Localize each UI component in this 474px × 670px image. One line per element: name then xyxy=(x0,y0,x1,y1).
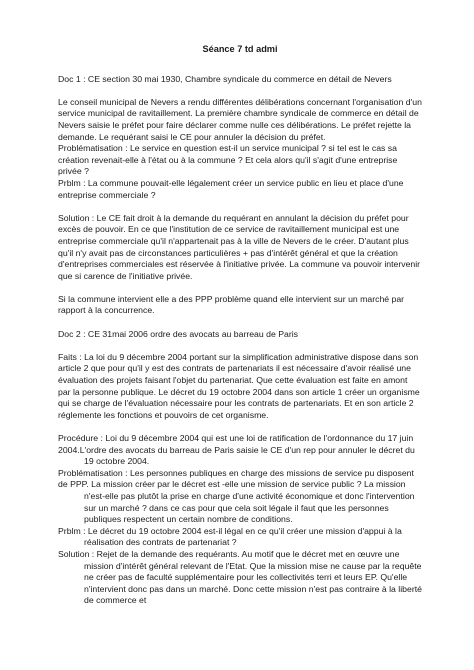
doc2-prblm: Prblm : Le décret du 19 octobre 2004 est-il légal en ce qu'il créer une mission d'appui à la xyxy=(58,525,402,536)
doc2-heading: Doc 2 : CE 31mai 2006 ordre des avocats au barreau de Paris xyxy=(58,328,299,339)
spacer xyxy=(58,201,422,213)
spacer xyxy=(58,317,422,329)
document-title: Séance 7 td admi xyxy=(202,44,278,54)
doc2-problematisation-continued: n'est-elle pas plutôt la prise en charge d'une activité économique et donc l'intervention sur un marché ? dans ce cas pour que cela soit légale il faut que les personnes publiques respectent un certain nombre de conditions. xyxy=(84,490,415,525)
doc2-solution-continued: mission d'intérêt général relevant de l'Etat. Que la mission mise ne cause par la requête ne créer pas de faculté supplémentaire pour les collectivités terri et leurs EP. Qu'elle n'intervient donc pas dans un marché. Donc cette mission n'est pas contraire à la liberté de commerce et xyxy=(84,560,422,606)
doc1-solution: Solution : Le CE fait droit à la demande du requérant en annulant la décision du préfet pour excès de pouvoir. En ce que l'institution de ce service de ravitaillement municipal est une entreprise commerciale qu'il n'appartenait pas à la ville de Nevers de le créer. D'autant plus qu'il n'y avait pas de circonstances particulières + pas d'intérêt général et que la création d'entreprises commerciales est réservée à l'initiative privée. La commune va pouvoir intervenir que si carence de l'initiative privée. xyxy=(58,212,421,281)
doc2-procedure-continued: 19 octobre 2004. xyxy=(84,456,150,467)
doc1-prblm: Prblm : La commune pouvait-elle légalement créer un service public en lieu et place d'une entreprise commerciale ? xyxy=(58,177,404,200)
doc1-note: Si la commune intervient elle a des PPP problème quand elle intervient sur un marché par rapport à la concurrence. xyxy=(58,293,405,316)
doc1-heading: Doc 1 : CE section 30 mai 1930, Chambre syndicale du commerce en détail de Nevers xyxy=(58,73,392,84)
doc2-problematisation: Problématisation : Les personnes publiques en charge des missions de service pu disposent de PPP. La mission créer par le décret est -elle une mission de service public ? La mission xyxy=(58,467,414,490)
doc2-procedure: Procédure : Loi du 9 décembre 2004 qui est une loi de ratification de l'ordonnance du 17 juin 2004.L'ordre des avocats du barreau de Paris saisie le CE d'un rep pour annuler le décret du xyxy=(58,433,415,455)
spacer xyxy=(58,282,422,294)
spacer xyxy=(58,421,422,433)
spacer xyxy=(58,340,422,352)
doc1-problematisation: Problématisation : Le service en question est-il un service municipal ? si tel est le cas sa création revenait-elle à l'état ou à la commune ? Et cela alors qu'il s'agit d'une entreprise privée ? xyxy=(58,143,398,177)
doc1-facts: Le conseil municipal de Nevers a rendu différentes délibérations concernant l'organisation d'un service municipal de ravitaillement. La première chambre syndicale de commerce en détail de Nevers saisie le préfet pour faire déclarer comme nulle ces délibérations. Le préfet rejette la demande. Le requérant saisi le CE pour annuler la décision du préfet. xyxy=(58,96,422,142)
doc2-faits: Faits : La loi du 9 décembre 2004 portant sur la simplification administrative dispose dans son article 2 que pour qu'il y est des contrats de partenariats il est nécessaire d'avoir réalisé une évaluation des projets faisant l'objet du partenariat. Que cette évaluation est faite en amont par la personne publique. Le décret du 19 octobre 2004 dans son article 1 créer un organisme qui se charge de l'évaluation nécessaire pour les contrats de partenariats. Et en son article 2 réglemente les fonctions et pouvoirs de cet organisme. xyxy=(58,351,420,420)
spacer xyxy=(58,85,422,97)
doc2-prblm-continued: réalisation des contrats de partenariat ? xyxy=(84,537,237,548)
doc2-solution: Solution : Rejet de la demande des requérants. Au motif que le décret met en œuvre une xyxy=(58,548,400,559)
